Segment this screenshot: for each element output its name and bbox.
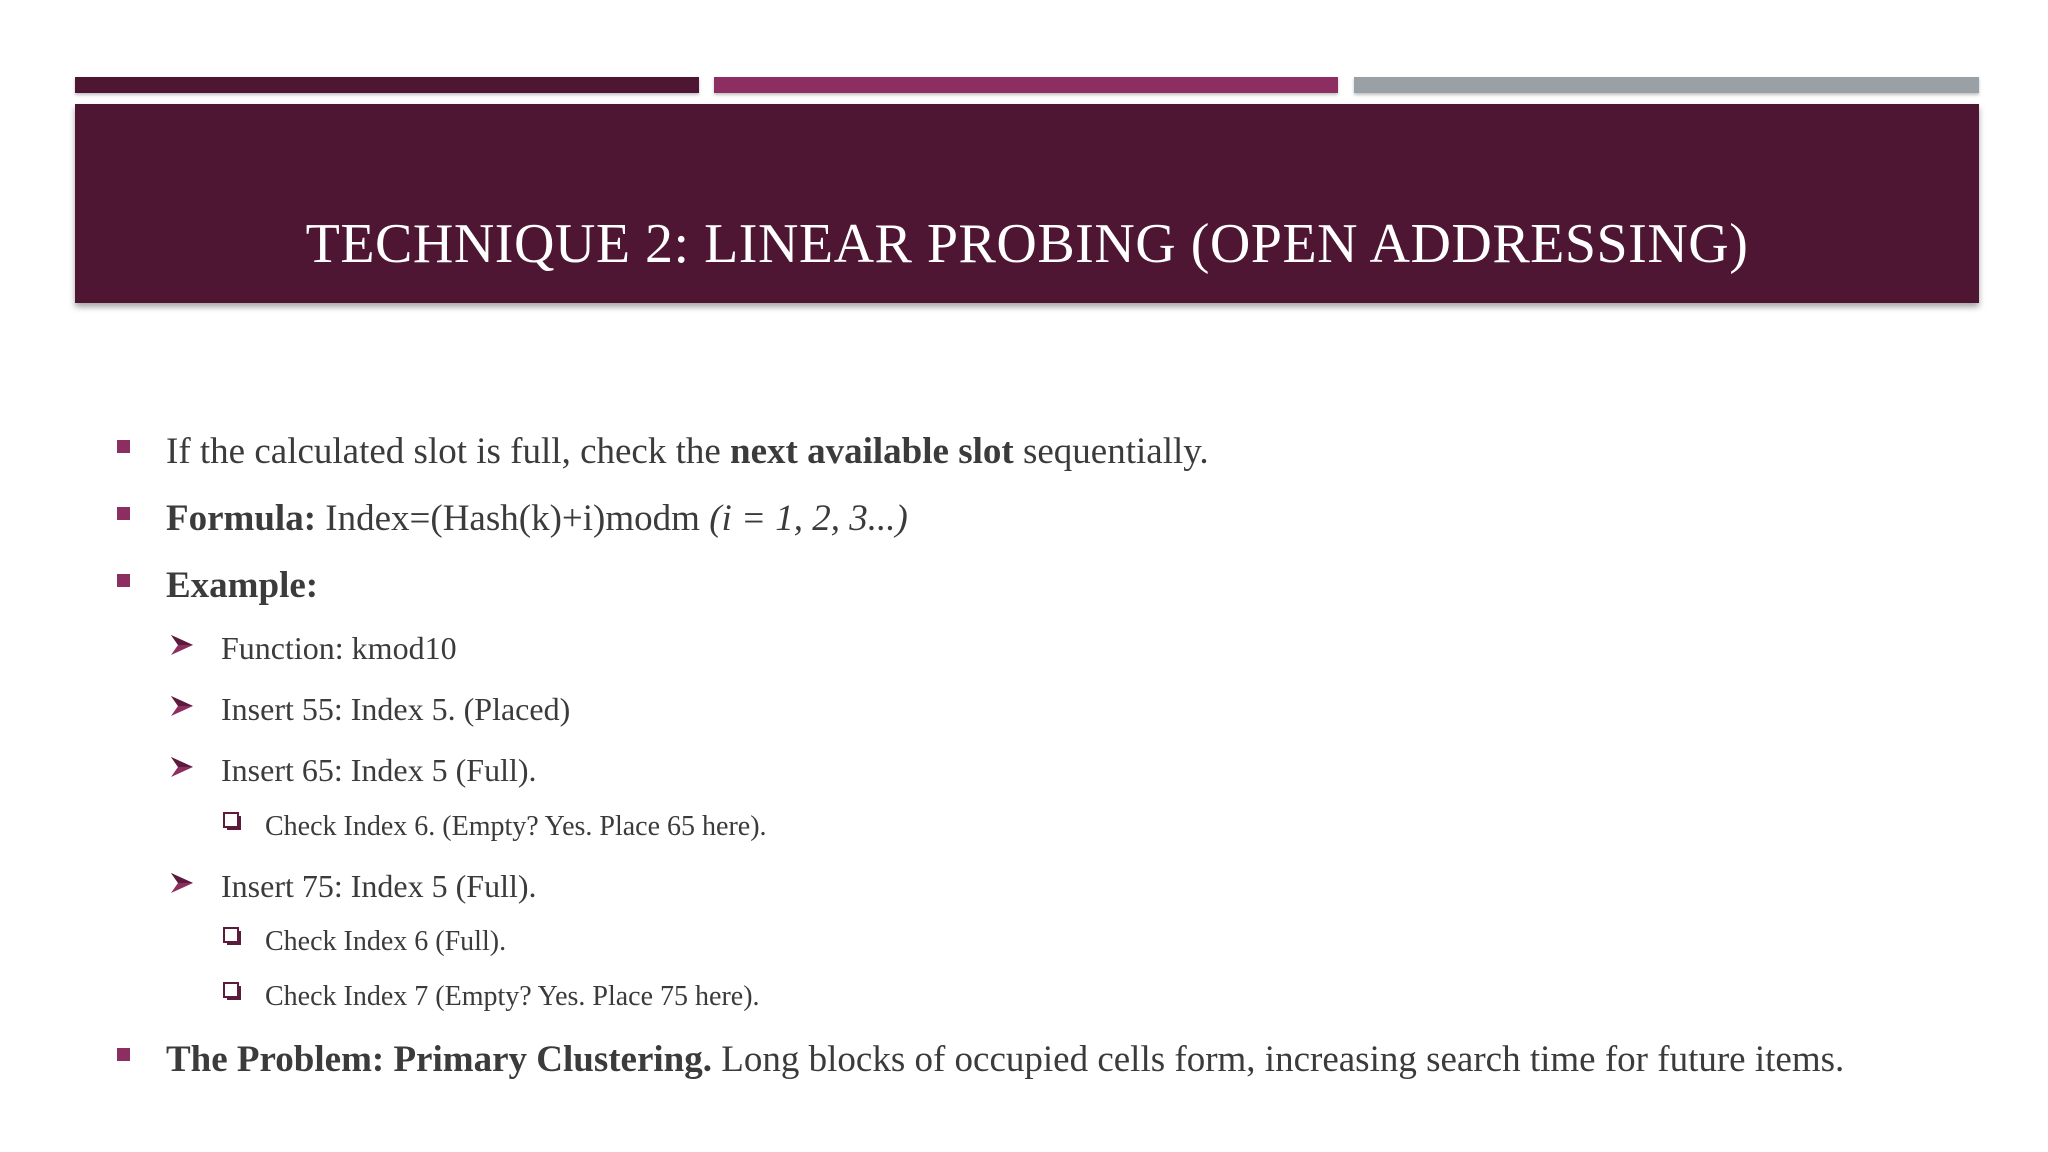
bullet-bold-text: The Problem: Primary Clustering. <box>166 1039 713 1080</box>
bullet-text <box>166 497 908 540</box>
square-bullet-icon <box>117 440 130 453</box>
square-bullet-icon <box>117 574 130 587</box>
arrow-bullet-icon <box>170 756 194 778</box>
bullet-bold-text: Formula: <box>166 498 317 539</box>
arrow-bullet-icon <box>170 695 194 717</box>
bullet-text-part: If the calculated slot is full, check the <box>166 431 731 472</box>
sub-bullet-text: Function: kmod10 <box>221 630 457 666</box>
square-bullet-icon <box>117 1048 130 1061</box>
checkbox-bullet-icon <box>223 812 242 831</box>
formula-range: (i = 1, 2, 3...) <box>709 498 908 539</box>
checkbox-bullet-icon <box>223 927 242 946</box>
sub-bullet-text: Insert 75: Index 5 (Full). <box>221 868 537 904</box>
checkbox-bullet-icon <box>223 982 242 1001</box>
bullet-bold-text: next available slot <box>730 431 1014 472</box>
sub-sub-bullet-text: Check Index 7 (Empty? Yes. Place 75 here). <box>265 981 760 1012</box>
arrow-bullet-icon <box>170 872 194 894</box>
bullet-text <box>166 1038 1844 1081</box>
sub-sub-bullet-text: Check Index 6 (Full). <box>265 926 507 957</box>
slide-title: TECHNIQUE 2: LINEAR PROBING (OPEN ADDRESSING) <box>305 213 1749 275</box>
bullet-bold-text: Example: <box>166 565 319 606</box>
sub-bullet-text: Insert 65: Index 5 (Full). <box>221 752 537 788</box>
formula-text: Index=(Hash(k)+i)modm <box>316 498 710 539</box>
arrow-bullet-icon <box>170 634 194 656</box>
bullet-text <box>166 564 318 607</box>
square-bullet-icon <box>117 507 130 520</box>
bullet-text-part: sequentially. <box>1013 431 1209 472</box>
sub-bullet-text: Insert 55: Index 5. (Placed) <box>221 691 571 727</box>
bullet-text-part: Long blocks of occupied cells form, increasing search time for future items. <box>712 1039 1845 1080</box>
bullet-text <box>166 430 1209 473</box>
sub-sub-bullet-text: Check Index 6. (Empty? Yes. Place 65 here). <box>265 811 767 842</box>
